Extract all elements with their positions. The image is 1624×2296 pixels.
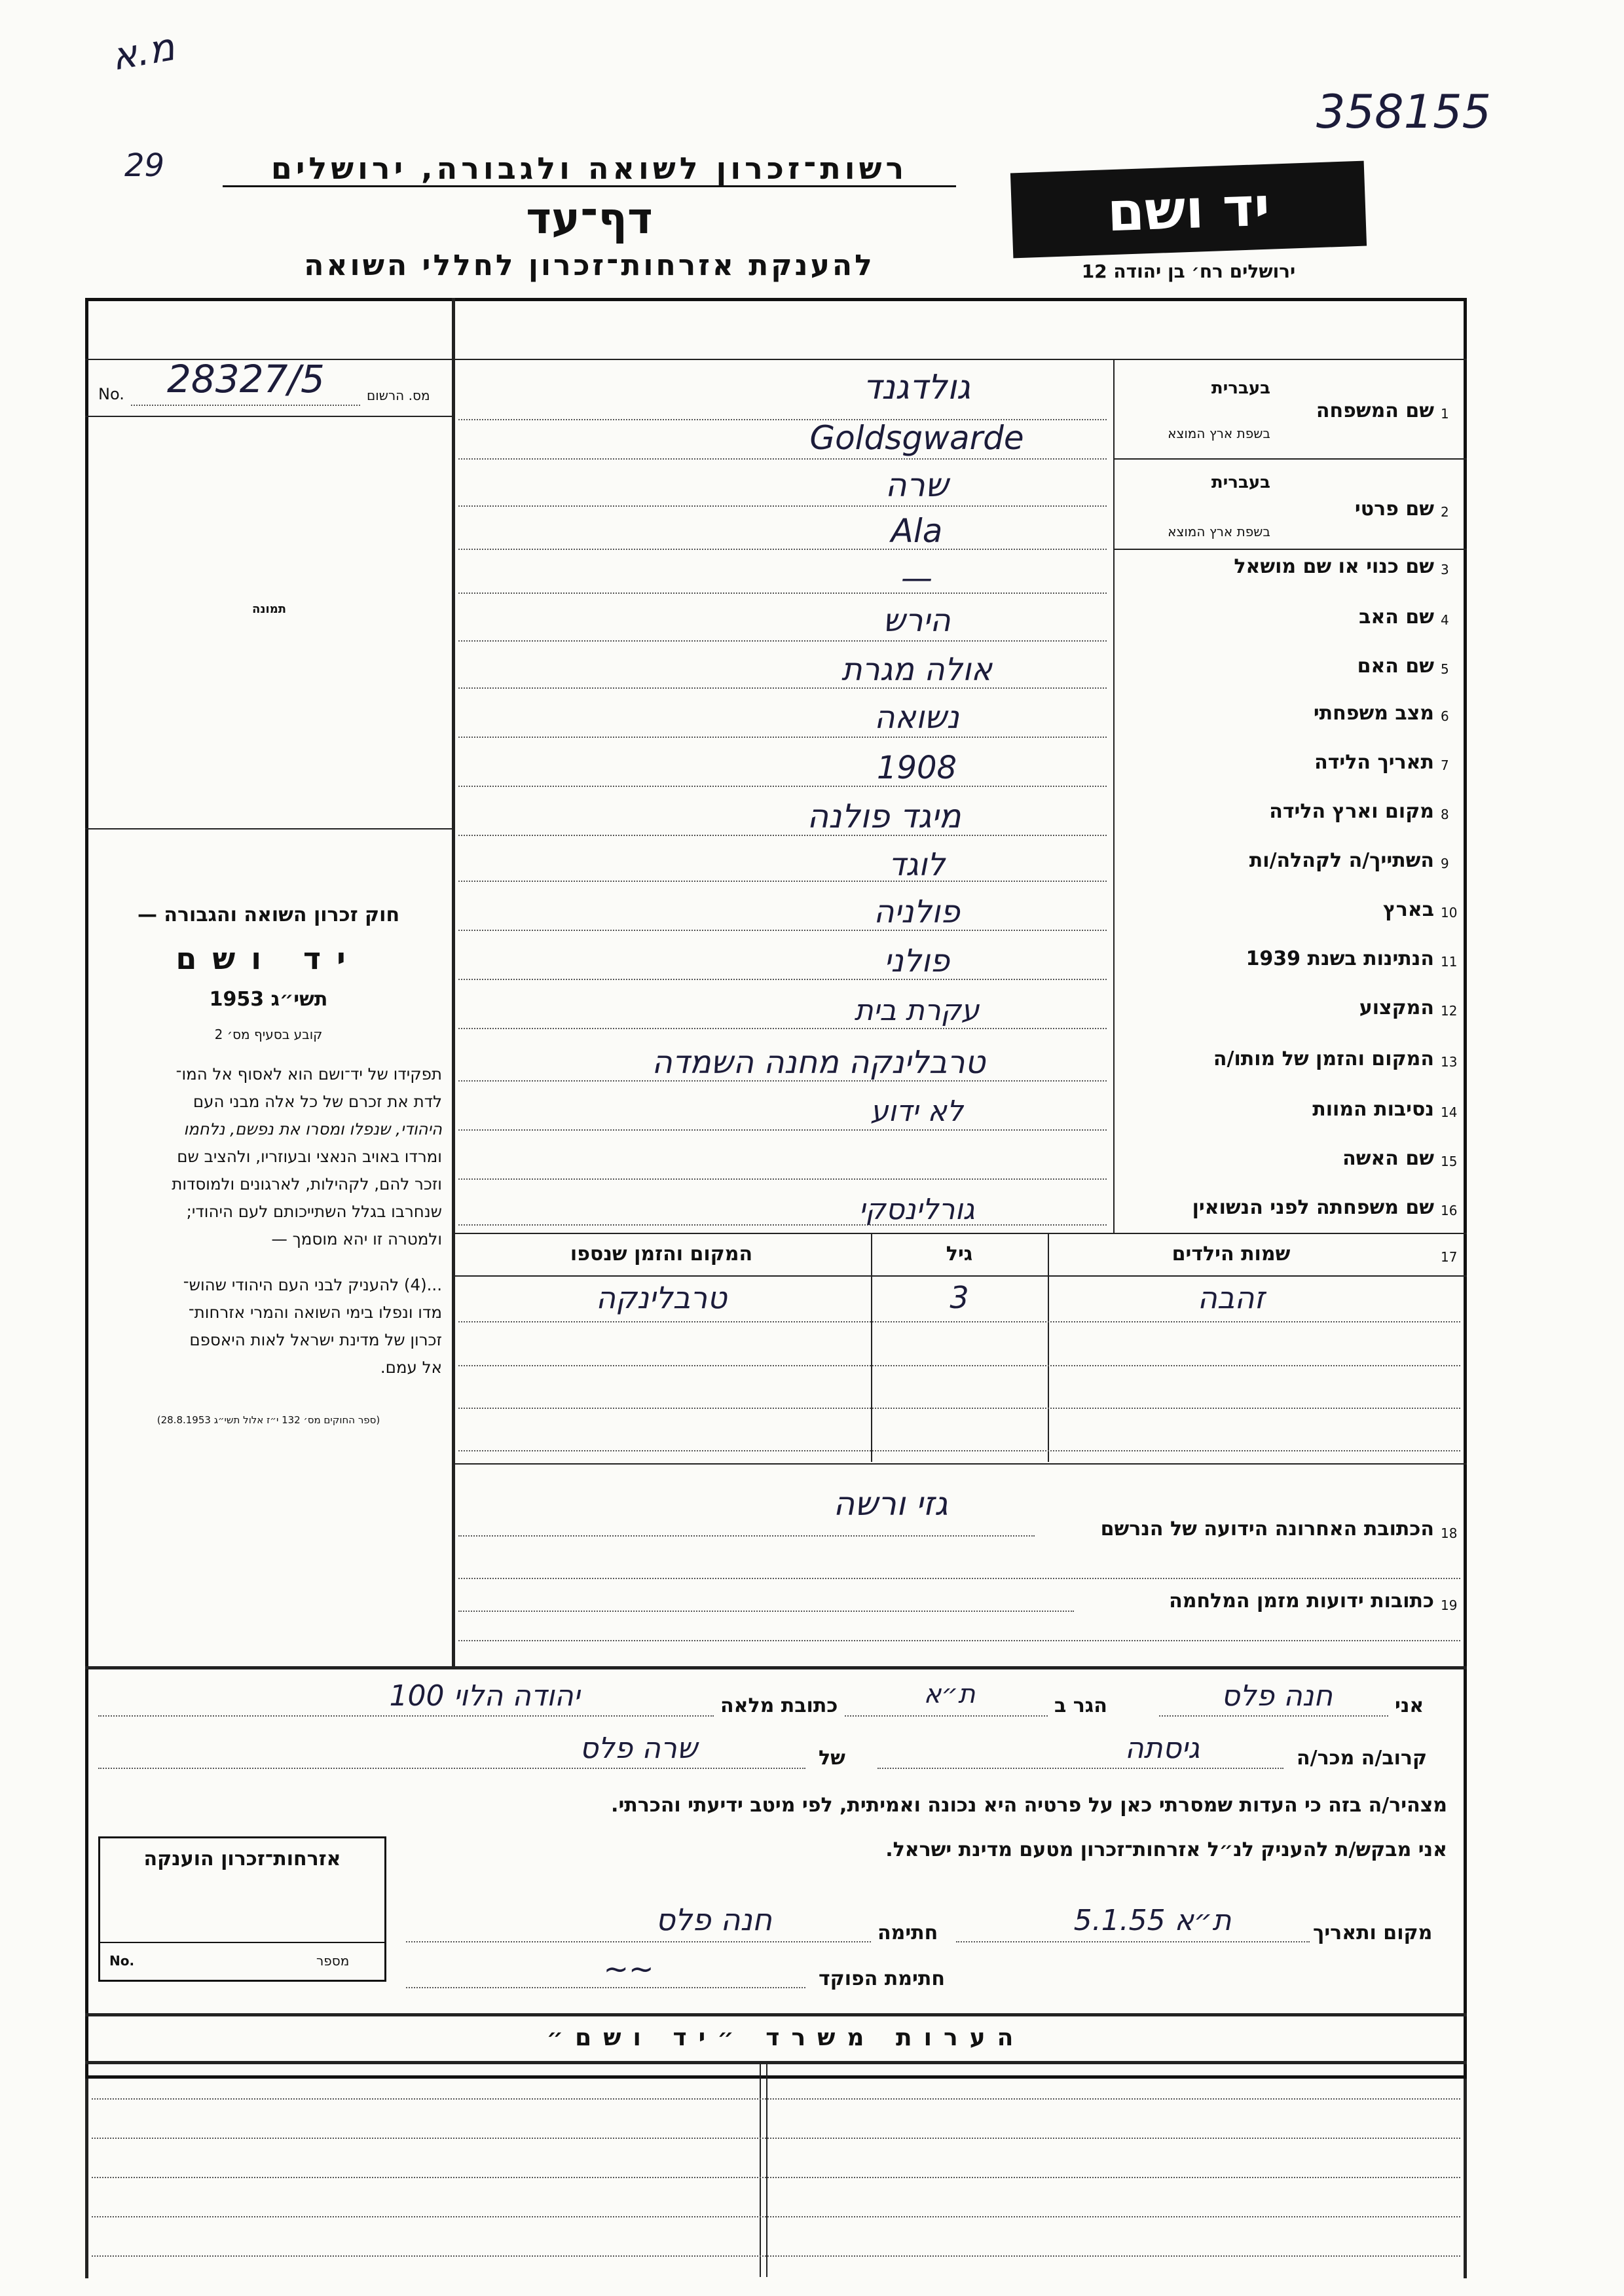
page-title: דף־עד — [526, 193, 653, 244]
field-8-label: מקום וארץ הלידה — [1269, 800, 1434, 823]
field-4-label: שם האב — [1359, 606, 1434, 629]
field-16-label: שם משפחתה לפני הנשואין — [1192, 1196, 1434, 1219]
registration-number: 28327/5 — [167, 357, 325, 401]
decl-i-label: אני — [1395, 1694, 1424, 1717]
logo-text: יד ושם — [1106, 175, 1271, 244]
field-13-label: המקום והזמן של מותו/ה — [1213, 1048, 1434, 1070]
field-11-number: 11 — [1441, 954, 1458, 970]
law-line: זכרון של מדינת ישראל לאות היאספם — [189, 1330, 442, 1349]
decl-relative-label: קרוב/ה מכר/ה — [1297, 1747, 1428, 1770]
field-16-value[interactable]: גורלינסקי — [858, 1193, 975, 1226]
office-notes-title: הערות משרד ״יד ושם״ — [546, 2024, 1025, 2051]
field-15-number: 15 — [1441, 1154, 1458, 1169]
field-15-label: שם האשה — [1342, 1147, 1434, 1170]
decl-statement-2: אני מבקש/ת להעניק לנ״ל אזרחות־זכרון מטעם מדינת ישראל. — [885, 1838, 1447, 1861]
law-line: ...(4) להעניק לבני העם היהודי שהוש־ — [183, 1275, 442, 1294]
field-9-value[interactable]: לוגד — [888, 847, 946, 883]
field-3-number: 3 — [1441, 562, 1449, 577]
law-line: שנחרבו בגלל השתייכותם לעם היהודי; — [186, 1202, 442, 1221]
reg-no-prefix: No. — [98, 385, 124, 403]
field-8-value[interactable]: מיגד פולנה — [807, 797, 961, 835]
field-5-number: 5 — [1441, 661, 1449, 677]
decl-supervisor-signature[interactable]: ~~ — [603, 1951, 654, 1986]
reg-label: מס. הרשום — [367, 388, 430, 403]
field-2-value-local[interactable]: Ala — [891, 512, 943, 550]
field-1-label: שם המשפחה — [1316, 399, 1434, 422]
field-16-number: 16 — [1441, 1203, 1458, 1218]
field-9-label: השתייך/ה לקהלה/ות — [1249, 849, 1434, 872]
field-11-value[interactable]: פולני — [883, 943, 950, 979]
decl-of-label: של — [819, 1747, 845, 1770]
children-age-header: גיל — [946, 1243, 973, 1266]
field-4-value[interactable]: הירש — [883, 602, 951, 639]
field-12-label: המקצוע — [1359, 996, 1434, 1019]
memorial-citizenship-box — [98, 1836, 386, 1982]
decl-address-label: כתובת מלאה — [720, 1694, 838, 1717]
field-10-number: 10 — [1441, 905, 1458, 920]
field-18-value[interactable]: גזי ורשה — [833, 1485, 948, 1523]
field-7-label: תאריך הלידה — [1314, 751, 1434, 774]
law-body — [95, 1061, 442, 1381]
field-13-number: 13 — [1441, 1054, 1458, 1070]
field-7-number: 7 — [1441, 757, 1449, 773]
law-title: חוק זכרון השואה והגבורה — — [137, 903, 400, 926]
cert-box-number-label: מספר — [316, 1953, 350, 1969]
law-line: ולמטרה זו יהא מוסמך — — [271, 1230, 442, 1248]
corner-mark-top-left: מ.א — [107, 24, 178, 79]
field-3-label: שם כנוי או שם מושאל — [1234, 555, 1434, 578]
law-line: אל עמם. — [380, 1358, 442, 1377]
field-14-number: 14 — [1441, 1104, 1458, 1120]
field-8-number: 8 — [1441, 807, 1449, 822]
field-14-label: נסיבות המוות — [1312, 1098, 1434, 1121]
field-2-value-hebrew[interactable]: שרה — [885, 466, 949, 504]
field-6-number: 6 — [1441, 708, 1449, 724]
field-9-number: 9 — [1441, 856, 1449, 871]
cert-box-title: אזרחות־זכרון הוענקה — [143, 1848, 341, 1870]
field-3-value[interactable]: — — [901, 560, 932, 596]
page-subtitle: להענקת אזרחות־זכרון לחללי השואה — [304, 249, 875, 282]
law-line: לדת את זכרם של כל אלה מבני העם — [193, 1092, 442, 1111]
field-6-label: מצב משפחתי — [1313, 702, 1434, 725]
field-1-hebrew-label: בעברית — [1211, 378, 1270, 398]
children-names-header: שמות הילדים — [1172, 1243, 1291, 1266]
field-13-value[interactable]: טרבלינקה מחנה השמדה — [652, 1044, 986, 1081]
field-2-label: שם פרטי — [1354, 498, 1434, 520]
field-10-label: בארץ — [1382, 898, 1434, 921]
decl-resides-value[interactable]: ת״א — [923, 1679, 976, 1709]
field-2-hebrew-label: בעברית — [1211, 473, 1270, 492]
field-1-number: 1 — [1441, 406, 1449, 422]
yad-vashem-logo — [1010, 161, 1367, 259]
decl-statement-1: מצהיר/ה בזה כי העדות שמסרתי כאן על פרטיה היא נכונה ואמיתית, לפי מיטב ידיעתי והכרתי. — [611, 1794, 1447, 1817]
decl-supervisor-label: חתימת הפוקד — [819, 1967, 945, 1990]
field-4-number: 4 — [1441, 612, 1449, 628]
field-1-local-label: בשפת ארץ המוצא — [1168, 426, 1270, 441]
field-18-label: הכתובת האחרונה הידועה של הנרשם — [1100, 1518, 1434, 1540]
child-1-name[interactable]: זהבה — [1197, 1280, 1265, 1315]
decl-place-date-label: מקום ותאריך — [1313, 1922, 1433, 1944]
field-11-label: הנתינות בשנת 1939 — [1246, 947, 1434, 970]
photo-placeholder: תמונה — [252, 602, 287, 616]
law-name: יד ושם — [175, 941, 361, 976]
field-2-number: 2 — [1441, 504, 1449, 520]
law-source: (ספר החוקים מס׳ 132 י״ז אלול תשי״ג 28.8.1953) — [157, 1414, 380, 1426]
field-5-label: שם האם — [1357, 655, 1434, 678]
law-line: ומרדו באויב הנאצי ובעוזריו, ולהציב שם — [177, 1147, 442, 1166]
field-19-number: 19 — [1441, 1597, 1458, 1613]
field-14-value[interactable]: לא ידוע — [870, 1095, 963, 1128]
decl-address-value[interactable]: יהודה הלוי 100 — [389, 1679, 580, 1713]
child-1-age[interactable]: 3 — [950, 1280, 969, 1315]
law-clause: קובע בסעיף מס׳ 2 — [214, 1027, 323, 1042]
field-1-value-hebrew[interactable]: גולדגנד — [862, 368, 971, 407]
law-line: וזכר להם, לקהילות, לארגונים ולמוסדות — [172, 1175, 442, 1194]
field-1-value-local[interactable]: Goldsgwarde — [809, 419, 1024, 457]
cert-box-no-label: No. — [109, 1953, 135, 1969]
org-line: רשות־זכרון לשואה ולגבורה, ירושלים — [270, 151, 908, 186]
decl-relative-value[interactable]: גיסתה — [1124, 1732, 1200, 1765]
decl-signature-label: חתימה — [877, 1922, 938, 1944]
law-year: תשי״ג 1953 — [209, 988, 328, 1011]
decl-i-value[interactable]: חנה פלס — [1221, 1679, 1333, 1713]
field-12-number: 12 — [1441, 1003, 1458, 1019]
field-10-value[interactable]: פולניה — [874, 894, 960, 930]
field-2-local-label: בשפת ארץ המוצא — [1168, 524, 1270, 539]
children-place-header: המקום והזמן שנספו — [570, 1243, 753, 1266]
field-12-value[interactable]: עקרת בית — [854, 994, 980, 1027]
field-7-value[interactable]: 1908 — [876, 750, 957, 786]
archive-number: 358155 — [1316, 85, 1492, 139]
field-18-number: 18 — [1441, 1525, 1458, 1541]
law-excerpt — [95, 903, 442, 1426]
decl-of-value[interactable]: שרה פלס — [580, 1732, 697, 1765]
field-6-value[interactable]: נשואה — [874, 699, 959, 736]
header-address: ירושלים רח׳ בן יהודה 12 — [1081, 261, 1296, 282]
field-5-value[interactable]: אולה מגרת — [841, 651, 993, 688]
field-17-number: 17 — [1441, 1249, 1458, 1265]
law-line: היהודי, שנפלו ומסרו את נפשם, נלחמו — [183, 1120, 442, 1139]
child-1-place[interactable]: טרבלינקה — [596, 1280, 727, 1315]
corner-mark-left-number: 29 — [124, 147, 165, 184]
law-line: מדו ונפלו בימי השואה והמרי אזרחות־ — [188, 1303, 442, 1322]
decl-resides-label: הגר ב — [1054, 1694, 1107, 1717]
decl-signature-value[interactable]: חנה פלס — [655, 1902, 772, 1937]
decl-place-date-value[interactable]: ת״א 5.1.55 — [1073, 1904, 1232, 1937]
law-line: תפקידו של יד־ושם הוא לאסוף אל המו־ — [175, 1065, 442, 1084]
field-19-label: כתובות ידועות מזמן המלחמה — [1169, 1590, 1434, 1613]
